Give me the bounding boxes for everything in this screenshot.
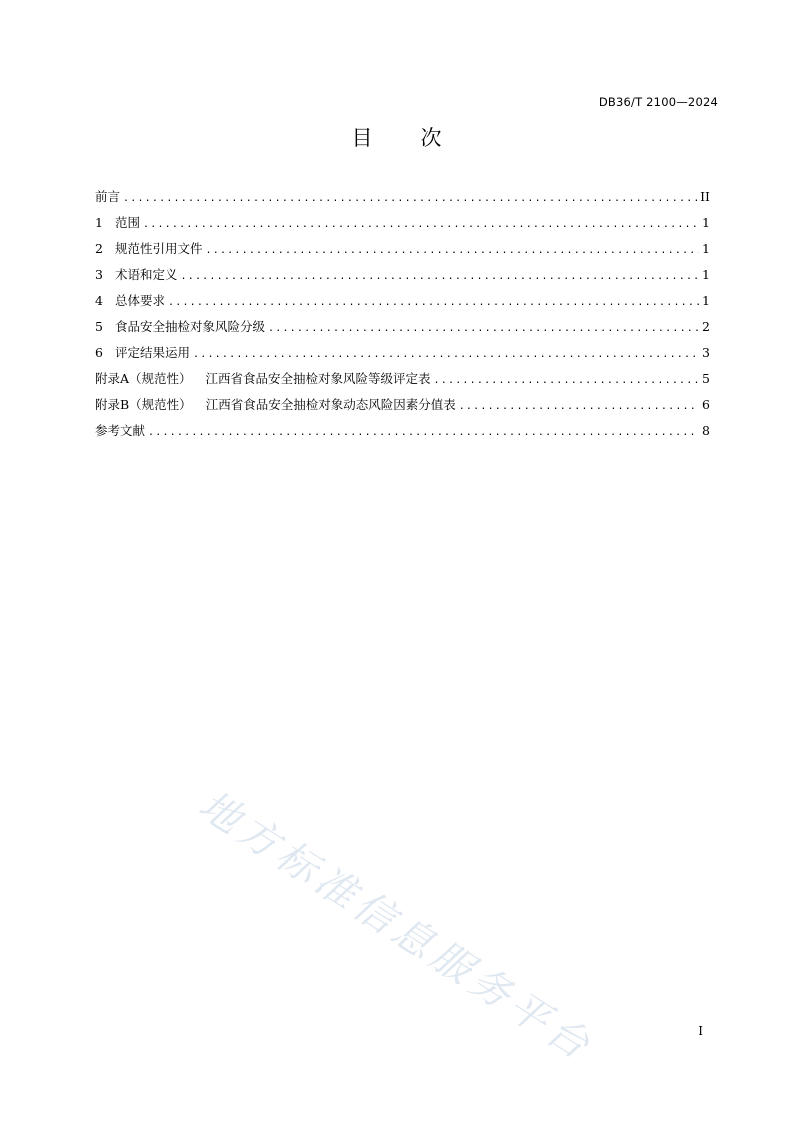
toc-entry-page: 6: [702, 397, 710, 412]
toc-entry-label: 范围: [115, 215, 141, 230]
toc-entry-label: [95, 392, 456, 418]
toc-entry-page: 8: [702, 423, 710, 438]
toc-entry-annex-a[interactable]: [95, 366, 710, 392]
toc-entry-scope[interactable]: [95, 210, 710, 236]
toc-entry-page: 1: [702, 267, 710, 282]
toc-entry-general-requirements[interactable]: [95, 288, 710, 314]
toc-entry-label: 前言: [95, 189, 121, 204]
toc-entry-label: [95, 366, 431, 392]
toc-entry-page: 5: [702, 371, 710, 386]
toc-entry-number: 6: [95, 345, 103, 360]
toc-title-char-2: 次: [420, 126, 442, 150]
table-of-contents: [95, 184, 710, 444]
toc-title-char-1: 目: [351, 126, 373, 150]
toc-entry-number: 3: [95, 267, 103, 282]
document-code: DB36/T 2100—2024: [598, 95, 718, 109]
toc-entry-terms[interactable]: [95, 262, 710, 288]
watermark: 地方标准信息服务平台: [190, 782, 602, 1072]
toc-title: [0, 122, 793, 152]
toc-leader-dots: [143, 212, 699, 238]
toc-entry-label: 参考文献: [95, 423, 146, 438]
toc-entry-normative-references[interactable]: [95, 236, 710, 262]
toc-entry-page: II: [700, 189, 710, 204]
toc-leader-dots: [459, 394, 699, 420]
toc-entry-number: 4: [95, 293, 103, 308]
toc-entry-page: 1: [702, 215, 710, 230]
toc-entry-label: 评定结果运用: [115, 345, 191, 360]
toc-entry-results-application[interactable]: [95, 340, 710, 366]
annex-title: 江西省食品安全抽检对象动态风险因素分值表: [205, 397, 456, 412]
toc-entry-label: 总体要求: [115, 293, 166, 308]
toc-leader-dots: [181, 264, 699, 290]
toc-entry-page: 1: [702, 241, 710, 256]
toc-entry-label: 术语和定义: [115, 267, 178, 282]
toc-entry-label: 规范性引用文件: [115, 241, 203, 256]
toc-entry-page: 2: [702, 319, 710, 334]
toc-entry-number: 5: [95, 319, 103, 334]
toc-entry-risk-classification[interactable]: [95, 314, 710, 340]
toc-entry-bibliography[interactable]: [95, 418, 710, 444]
toc-leader-dots: [434, 368, 699, 394]
toc-entry-number: 1: [95, 215, 103, 230]
toc-leader-dots: [123, 186, 697, 212]
toc-leader-dots: [206, 238, 699, 264]
toc-entry-number: 2: [95, 241, 103, 256]
toc-entry-label: 食品安全抽检对象风险分级: [115, 319, 266, 334]
toc-leader-dots: [268, 316, 699, 342]
toc-entry-page: 3: [702, 345, 710, 360]
toc-leader-dots: [168, 290, 699, 316]
toc-entry-annex-b[interactable]: [95, 392, 710, 418]
toc-entry-page: 1: [702, 293, 710, 308]
toc-entry-foreword[interactable]: [95, 184, 710, 210]
toc-leader-dots: [148, 420, 699, 446]
annex-tag: 附录B（规范性）: [95, 397, 192, 412]
toc-leader-dots: [193, 342, 699, 368]
page-number: I: [698, 1024, 703, 1038]
annex-tag: 附录A（规范性）: [95, 371, 192, 386]
annex-title: 江西省食品安全抽检对象风险等级评定表: [205, 371, 431, 386]
